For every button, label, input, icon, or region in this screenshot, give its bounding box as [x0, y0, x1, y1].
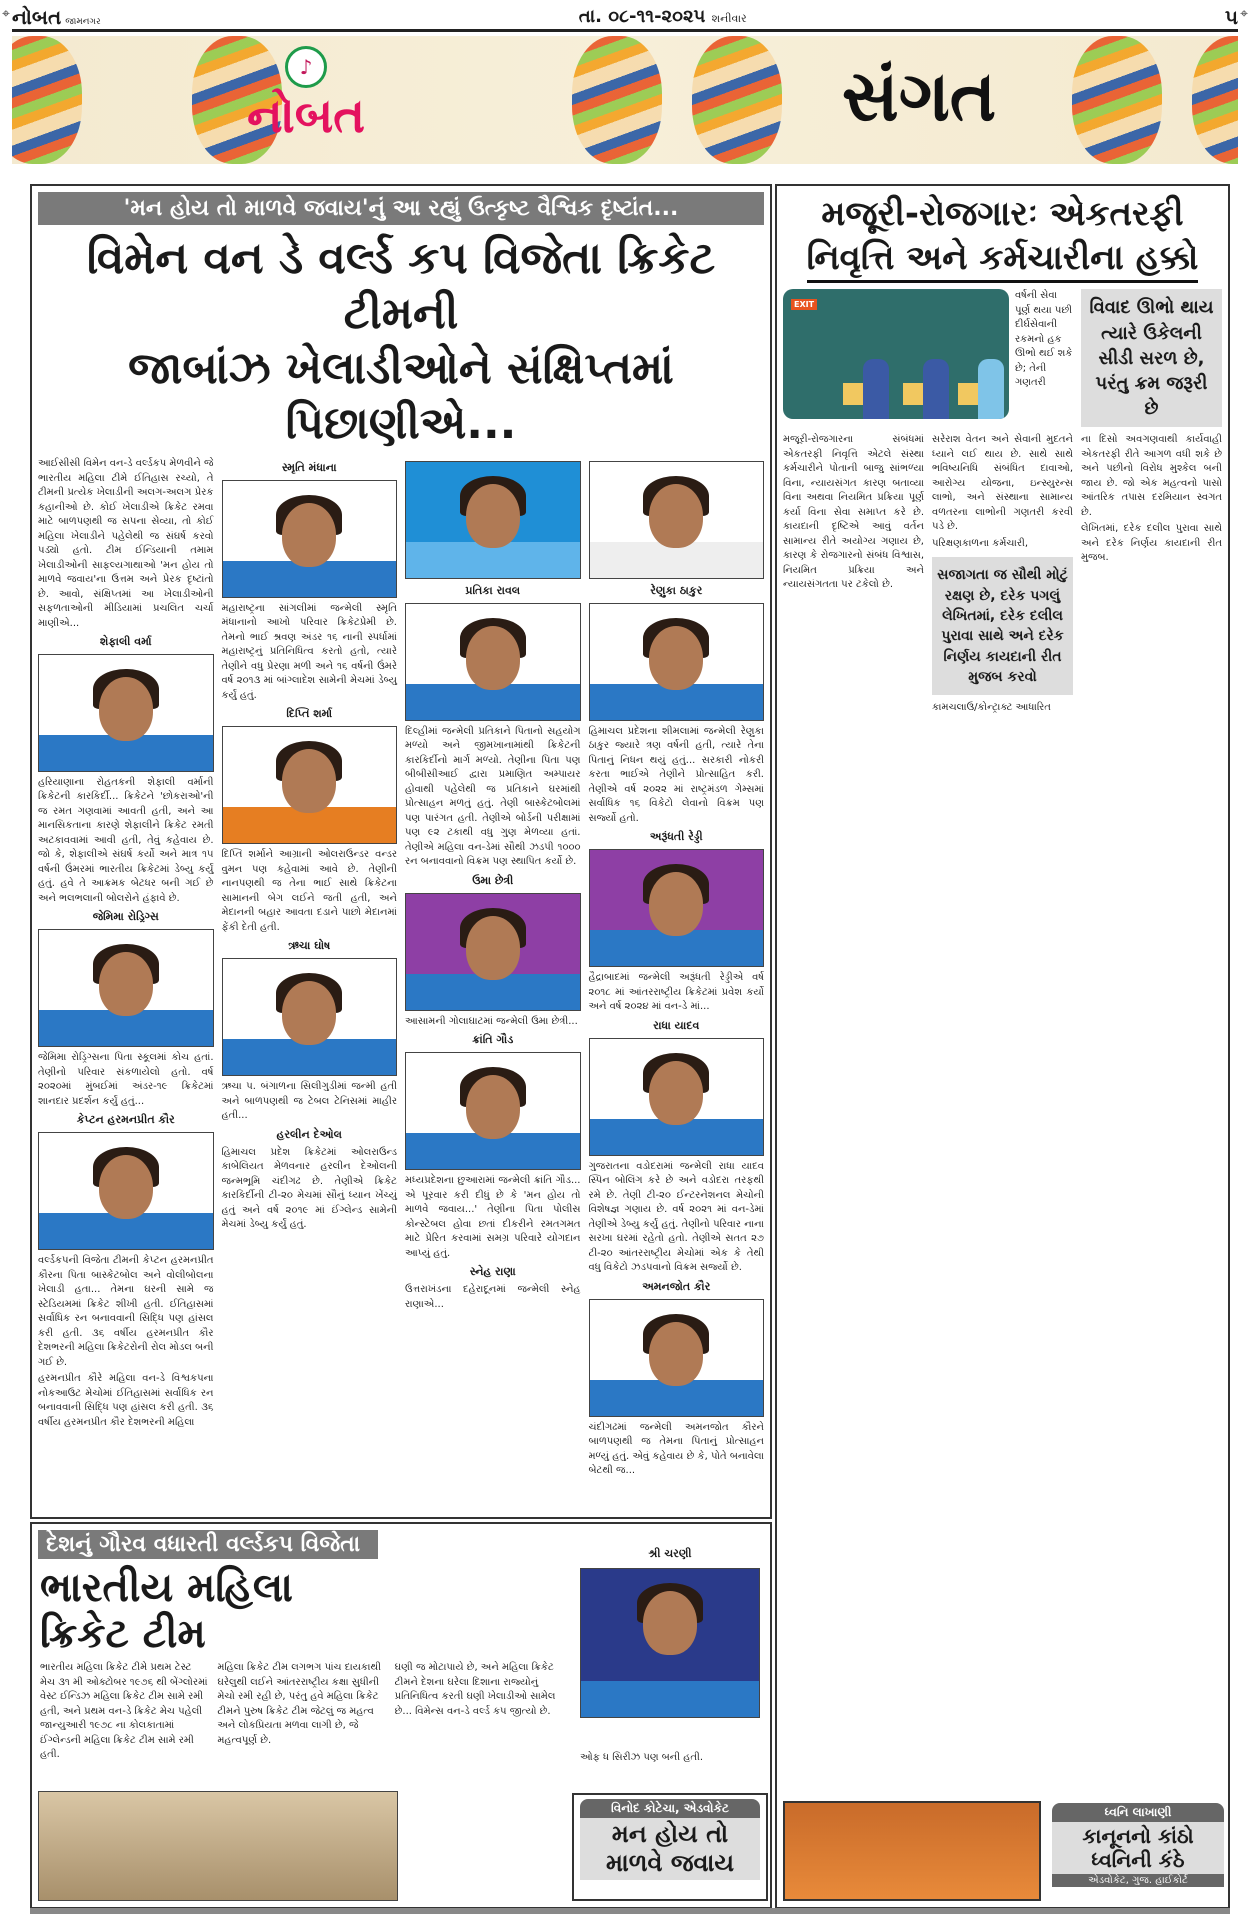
article-top [777, 289, 1228, 427]
article-kicker: દેશનું ગૌરવ વધારતી વર્લ્ડકપ વિજેતા [38, 1530, 378, 1559]
headline-line-2: નિવૃત્તિ અને કર્મચારીના હક્કો [807, 236, 1199, 283]
headline-line-1: વિમેન વન ડે વર્લ્ડ કપ વિજેતા ક્રિકેટ ટીમની [86, 233, 716, 339]
player-bio: ચંદીગઢમાં જન્મેલી અમનજોત કૌરને બાળપણથી જ તેમના પિતાનું પ્રોત્સાહન મળ્યું હતું. એવું કહેવાય છે કે, પોતે બનાવેલા બેટથી જ... [588, 1421, 764, 1477]
player-name: રેણુકા ઠાકુર [650, 584, 703, 597]
column-3 [1081, 433, 1222, 717]
team-photo [38, 1791, 398, 1901]
column-byline: વિનોદ કોટેચા, એડવોકેટ [580, 1799, 760, 1818]
player-name: અમનજોત કૌર [642, 1279, 711, 1293]
column-4 [589, 457, 765, 1481]
player-bio: વર્લ્ડકપની વિજેતા ટીમની કેપ્ટન હરમનપ્રીત કૌરના પિતા બાસ્કેટબોલ અને વોલીબોલના ખેલાડી હતા... તેમના ઘરની સામે જ સ્ટેડિયમમાં ક્રિકેટ શીખી હતી. ઈતિહાસમાં સર્વાધિક રન બનાવવાની સિદ્ધિ પણ હાંસલ કરી હતી. ૩૬ વર્ષીય હરમનપ્રીત કૌર દેશભરની મહિલા ક્રિકેટરોની રોલ મોડલ બની ગઈ છે. [38, 1255, 214, 1368]
player-photo [589, 603, 765, 721]
paragraph: પરિક્ષણકાળના કર્મચારી, [932, 537, 1029, 549]
paper-name: નોબત [12, 4, 62, 29]
article-columns [777, 427, 1228, 723]
weekday: શનીવાર [711, 12, 747, 25]
narrow-column-text: વર્ષની સેવા પૂર્ણ થયા પછી દીર્ઘસેવાની રકમનો હક ઊભો થઈ શકે છે; તેની ગણતરી [1015, 290, 1073, 389]
player-bio: આસામની ગોલાઘાટમાં જન્મેલી ઉમા છેત્રી... [405, 1015, 578, 1027]
registration-mark-icon: ⌖ [1240, 6, 1248, 22]
intro-paragraph: આઈસીસી વિમેન વન-ડે વર્લ્ડકપ મેળવીને જે ભારતીય મહિલા ટીમે ઈતિહાસ રચ્યો, તે ટીમની પ્રત્યેક ખેલાડીની અલગ-અલગ પ્રેરક કહાનીઓ છે. કોઈ ખેલાડીએ ક્રિકેટ રમવા માટે બાળપણથી જ સપના સેવ્યા, તો કોઈ મહિલા ખેલાડીને પહેલેથી જ સંઘર્ષ કરવો પડ્યો હતો. ટીમ ઈન્ડિયાની તમામ ખેલાડીઓની સાફલ્યગાથાઓ 'મન હોય તો માળવે જવાય'ના ઉત્તમ અને પ્રેરક દૃષ્ટાંતો છે. આવો, સંક્ષિપ્તમાં આ ખેલાડીઓની સફળતાઓની મીડિયામાં પ્રચલિત ચર્ચા માણીએ... [38, 458, 214, 629]
player-photo [589, 1299, 765, 1417]
player-name: શ્રી ચરણી [648, 1547, 692, 1560]
column-2 [222, 457, 398, 1481]
player-photo [405, 893, 581, 1011]
player-bio: દિલ્હીમાં જન્મેલી પ્રતિકાને પિતાનો સહયોગ મળ્યો અને જીમખાનામાંથી ક્રિકેટની કારકિર્દીનો માર્ગ મળ્યો. તેણીના પિતા પણ બીબીસીઆઈ દ્વારા પ્રમાણિત અમ્પાયર હોવાથી પહેલેથી જ પ્રતિકાને ઘરમાંથી પ્રોત્સાહન મળતું હતું. તેણી બાસ્કેટબોલમાં પણ પારંગત હતી. તેણીએ બોર્ડની પરીક્ષામાં પણ ૯૨ ટકાથી વધુ ગુણ મેળવ્યા હતાં. તેણીએ મહિલા વન-ડેમાં સૌથી ઝડપી ૧૦૦૦ રન બનાવવાનો વિક્રમ પણ સ્થાપિત કર્યો છે. [405, 725, 581, 868]
dateline [579, 6, 747, 27]
paragraph: ભારતીય મહિલા ક્રિકેટ ટીમે પ્રથમ ટેસ્ટ મેચ ૩૧ મી ઓક્ટોબર ૧૯૭૬ થી બેંગ્લોરમાં વેસ્ટ ઈન્ડિઝ મહિલા ક્રિકેટ ટીમ સામે રમી હતી, અને પ્રથમ વન-ડે ક્રિકેટ મેચ પહેલી જાન્યુઆરી ૧૯૭૮ ના કોલકાતામાં ઈંગ્લેન્ડની મહિલા ક્રિકેટ ટીમ સામે રમી હતી. [40, 1662, 208, 1760]
player-name: ઋચા ઘોષ [288, 939, 331, 953]
paragraph: સરેરાશ વેતન અને સેવાની મુદતને ધ્યાને લઈ થાય છે. સાથે સાથે ભવિષ્યનિધિ સંબંધિત દાવાઓ, આરોગ્ય યોજના, ઇન્સ્યુરન્સ લાભો, અને સંસ્થાના સામાન્ય વળતરના લાભોની ગણતરી કરવી પડે છે. [932, 434, 1073, 533]
headline-line-1: મજૂરી-રોજગારઃ એકતરફી [821, 194, 1184, 234]
decorative-swirl [572, 36, 662, 164]
column-author-title: એડવોકેટ, ગુજ. હાઈકોર્ટ [1052, 1874, 1224, 1887]
player-photo [38, 1132, 214, 1250]
date: તા. ૦૮-૧૧-૨૦૨૫ [578, 6, 706, 27]
player-bio: હિમાચલ પ્રદેશના શીમલામાં જન્મેલી રેણુકા ઠાકુર જ્યારે ત્રણ વર્ષની હતી, ત્યારે તેના પિતાનું નિધન થયું હતું... સરકારી નોકરી કરતા ભાઈએ તેણીને પ્રોત્સાહિત કરી. તેણીએ વર્ષ ૨૦૨૨ માં રાષ્ટ્રમંડળ ગેમ્સમાં સર્વાધિક ૧૬ વિકેટો લેવાનો વિક્રમ પણ સર્જ્યો હતો. [588, 725, 764, 824]
column-1 [38, 457, 214, 1481]
callout-box: વિવાદ ઊભો થાય ત્યારે ઉકેલની સીડી સરળ છે, પરંતુ ક્રમ જરૂરી છે [1081, 289, 1222, 427]
column-title-line-1: કાનૂનનો કાંઠો [1082, 1824, 1194, 1848]
player-photo [589, 1038, 765, 1156]
team-history-article [30, 1522, 772, 1909]
banner-logo-text: નોબત [247, 88, 366, 144]
paragraph: મહિલા ક્રિકેટ ટીમ લગભગ પાંચ દાયકાથી ઘરેલુથી લઈને આંતરરાષ્ટ્રીય કક્ષા સુધીની મેચો રમી રહી છે, પરંતુ હવે મહિલા ક્રિકેટ ટીમને પુરુષ ક્રિકેટ ટીમ જેટલું જ મહત્વ અને લોકપ્રિયતા મળવા લાગી છે, જે મહત્વપૂર્ણ છે. [217, 1662, 381, 1746]
player-name: હરલીન દેઓલ [276, 1127, 342, 1141]
player-photo [580, 1568, 760, 1718]
section-banner [12, 36, 1238, 164]
decorative-swirl [1072, 36, 1162, 164]
column-byline: ધ્વનિ લાખાણી [1052, 1803, 1224, 1822]
column-box [1052, 1803, 1224, 1901]
player-bio: જેમિમા રોડ્રિગ્સના પિતા સ્કૂલમાં કોચ હતાં. તેણીનો પરિવાર સંકળાયેલો હતો. વર્ષ ૨૦૨૦માં મુંબઈમાં અંડર-૧૯ ક્રિકેટમાં શાનદાર પ્રદર્શન કર્યું હતું... [38, 1052, 214, 1107]
pull-quote: સજાગતા જ સૌથી મોટું રક્ષણ છે, દરેક પગલું લેખિતમાં, દરેક દલીલ પુરાવા સાથે અને દરેક નિર્ણય કાયદાની રીત મુજબ કરવો [932, 557, 1073, 695]
player-name: સ્નેહ રાણા [469, 1265, 516, 1279]
player-name: પ્રતિકા રાવલ [465, 584, 521, 597]
player-photo [222, 958, 398, 1076]
paragraph: ઘણી જ મોટાપાયે છે, અને મહિલા ક્રિકેટ ટીમને દેશના ઘરેલા દિશાના રાજ્યોનું પ્રતિનિધિત્વ કરતી ઘણી ખેલાડીઓ સામેલ છે... વિમેન્સ વન-ડે વર્લ્ડ કપ જીત્યો છે. [394, 1662, 556, 1717]
decorative-swirl [12, 36, 82, 164]
article-columns [32, 1657, 572, 1767]
column-title [1052, 1822, 1224, 1874]
article-headline: ભારતીય મહિલા ક્રિકેટ ટીમ [40, 1565, 293, 1657]
section-title: સંગત [842, 54, 997, 137]
cricket-article [30, 184, 772, 1519]
paragraph: મજૂરી-રોજગારના સંબંધમાં એકતરફી નિવૃત્તિ એટલે સંસ્થા કર્મચારીને પોતાની બાજુ સાંભળ્યા વિના, ન્યાયસંગત કારણ બતાવ્યા વિના અથવા નિયમિત પ્રક્રિયા પૂર્ણ કર્યા વિના સેવા સમાપ્ત કરે છે. કાયદાની દૃષ્ટિએ આવું વર્તન સામાન્ય રીતે અયોગ્ય ગણાય છે, કારણ કે રોજગારનો સંબંધ વિશ્વાસ, નિયમિત પ્રક્રિયા અને ન્યાયસંગતતા પર ટકેલો છે. [783, 434, 924, 591]
headline-line-2: જાબાંઝ ખેલાડીઓને સંક્ષિપ્તમાં પિછાણીએ... [128, 343, 674, 449]
player-bio: મહારાષ્ટ્રના સાંગલીમાં જન્મેલી સ્મૃતિ મંધાનાનો આખો પરિવાર ક્રિકેટપ્રેમી છે. તેમનો ભાઈ શ્રવણ અંડર ૧૬ નાની સ્પર્ધામાં મહારાષ્ટ્રનું પ્રતિનિધિત્વ કરતો હતો, ત્યારે તેણીને વધુ પ્રેરણા મળી અને ૧૬ વર્ષની ઉંમરે વર્ષ ૨૦૧૩ માં બાંગ્લાદેશ સામેની મેચમાં ડેબ્યુ કર્યું હતું. [221, 602, 397, 701]
retirement-illustration [783, 289, 1009, 419]
city-label: જામનગર [65, 16, 101, 27]
labour-law-article [775, 184, 1230, 1909]
player-photo [589, 461, 765, 579]
player-bio: મધ્યપ્રદેશના છુઆરામાં જન્મેલી ક્રાંતિ ગૌડ... એ પૂરવાર કરી દીધું છે કે 'મન હોય તો માળવે જવાય...' તેણીના પિતા પોલીસ કોન્સ્ટેબલ હોવા છતાં દીકરીને રમતગમત માટે પ્રેરિત કરવામાં સમગ્ર પરિવારે યોગદાન આપ્યું હતું. [405, 1175, 581, 1259]
paragraph: ઓફ ધ સિરીઝ પણ બની હતી. [580, 1752, 704, 1763]
player-bio: દિપ્તિ શર્માને આગ્રાની ઓલરાઉન્ડર વન્ડર વુમન પણ કહેવામાં આવે છે. તેણીની નાનપણથી જ તેના ભાઈ સાથે ક્રિકેટના સામાનની બેગ લઈને જતી હતી, અને મેદાનની બહાર આવતા દડાને પાછો મેદાનમાં ફેંકી દેતી હતી. [221, 849, 397, 933]
decorative-swirl [692, 36, 782, 164]
decorative-swirl [1192, 36, 1238, 164]
registration-mark-icon: ⌖ [2, 6, 10, 22]
player-photo [38, 654, 214, 772]
closing-paragraph: હરમનપ્રીત કૌરે મહિલા વન-ડે વિશ્વકપના નોકઆઉટ મેચોમાં ઈતિહાસમાં સર્વાધિક રન બનાવવાની સિદ્ધિ પણ હાંસલ કરી હતી. ૩૬ વર્ષીય હરમનપ્રીત કૌર દેશભરની મહિલા [38, 1373, 214, 1428]
paragraph: ના દિસો અવગણવાથી કાર્યવાહી એકતરફી રીતે આગળ વધી શકે છે અને પછીનો વિરોધ મુશ્કેલ બની જાય છે. જો એક મહત્વનો પાસો આંતરિક તપાસ દરમિયાન સ્વગત છે. [1081, 434, 1222, 518]
paragraph: લેખિતમાં, દરેક દલીલ પુરાવા સાથે અને દરેક નિર્ણય કાયદાની રીત મુજબ. [1081, 523, 1222, 564]
drummer-emblem-icon: ♪ [285, 46, 327, 88]
player-photo [222, 726, 398, 844]
column-box [572, 1793, 768, 1901]
player-name: ઉમા છેત્રી [472, 873, 514, 887]
banner-logo [247, 46, 366, 144]
player-bio: ઉત્તરાખંડના દહેરાદૂનમાં જન્મેલી સ્નેહ રાણાએ... [405, 1284, 581, 1310]
article-headline [781, 192, 1224, 283]
article-headline [36, 231, 766, 451]
player-photo [589, 849, 765, 967]
player-bio: હિમાચલ પ્રદેશ ક્રિકેટમાં ઓલરાઉન્ડ કાબેલિયત મેળવનાર હરલીન દેઓલની જન્મભૂમિ ચંદીગઢ છે. તેણીએ ક્રિકેટ કારકિર્દીની ટી-૨૦ મેચમાં સૌનું ધ્યાન ખેંચ્યું હતું અને વર્ષ ૨૦૧૯ માં ઈંગ્લેન્ડ સામેની મેચમાં ડેબ્યુ કર્યું હતું. [221, 1146, 397, 1231]
player-name: શેફાલી વર્મા [99, 635, 152, 648]
article-columns [32, 457, 770, 1481]
player-name: અરૂંધતી રેડ્ડી [649, 830, 703, 844]
page-header [12, 4, 1238, 32]
article-kicker: 'મન હોય તો માળવે જવાય'નું આ રહ્યું ઉત્કૃષ્ટ વૈશ્વિક દૃષ્ટાંત... [38, 192, 764, 225]
player-name: દિપ્તિ શર્મા [286, 707, 333, 721]
paragraph: કામચલાઉ/કોન્ટ્રાક્ટ આધારિત [932, 702, 1051, 714]
player-bio: ઋચા પ. બંગાળના સિલીગુડીમાં જન્મી હતી અને બાળપણથી જ ટેબલ ટેનિસમાં માહીર હતી... [221, 1081, 397, 1122]
player-name: સ્મૃતિ મંધાના [281, 461, 337, 474]
player-name: કેપ્ટન હરમનપ્રીત કૌર [76, 1113, 175, 1127]
player-photo [405, 1052, 581, 1170]
player-photo [38, 929, 214, 1047]
player-photo [405, 603, 581, 721]
player-photo [222, 480, 398, 598]
player-photo [405, 461, 581, 579]
player-bio: હૈદ્રાબાદમાં જન્મેલી અરૂંધતી રેડ્ડીએ વર્ષ ૨૦૧૮ માં આંતરરાષ્ટ્રીય ક્રિકેટમાં પ્રવેશ કર્યો અને વર્ષ ૨૦૨૪ માં વન-ડે માં... [588, 972, 764, 1013]
player-name: ક્રાંતિ ગૌડ [472, 1033, 514, 1047]
column-title-line-2: ધ્વનિની કંઠે [1091, 1848, 1185, 1872]
gavel-workers-photo [783, 1801, 1041, 1901]
masthead-logo [12, 5, 101, 29]
column-2 [932, 433, 1073, 717]
player-bio: હરિયાણાના રોહતકની શેફાલી વર્માની ક્રિકેટની કારકિર્દી... ક્રિકેટને 'છોકરાઓ'ની જ રમત ગણવામાં આવતી હતી, અને આ માનસિકતાના કારણે શેફાલીને ક્રિકેટ રમતી અટકાવવામાં આવી હતી, તેવું કહેવાય છે. જો કે, શેફાલીએ સંઘર્ષ કર્યો અને માત્ર ૧૫ વર્ષની ઉંમરમાં ભારતીય ક્રિકેટમાં ડેબ્યુ કર્યું હતું. હવે તે આક્રમક બેટધર બની ગઈ છે અને ભલભલાની બોલરોને હંફાવે છે. [38, 776, 214, 904]
footer-rule [30, 1908, 1230, 1914]
page-number: ૫ [1224, 4, 1238, 29]
column-1 [783, 433, 924, 717]
column-title: મન હોય તો માળવે જવાય [580, 1818, 760, 1880]
exit-sign: EXIT [791, 299, 817, 310]
player-name: જેમિમા રોડ્રિગ્સ [92, 910, 159, 924]
player-bio: ગુજરાતના વડોદરામાં જન્મેલી રાધા યાદવ સ્પિન બોલિંગ કરે છે અને વડોદરા તરફથી રમે છે. તેણી ટી-૨૦ ઈન્ટરનેશનલ મેચોની વિશેષજ્ઞ ગણાય છે. વર્ષ ૨૦૨૧ માં વન-ડેમાં તેણીએ ડેબ્યુ કર્યું હતું. તેણીનો પરિવાર નાના સરખા ઘરમાં રહેતો હતો. તેણીએ સતત ૨૭ ટી-૨૦ આંતરરાષ્ટ્રીય મેચોમાં એક કે તેથી વધુ વિકેટો ઝડપવાનો વિક્રમ સર્જ્યો છે. [588, 1160, 764, 1274]
player-name: રાધા યાદવ [653, 1018, 700, 1032]
column-3 [405, 457, 581, 1481]
